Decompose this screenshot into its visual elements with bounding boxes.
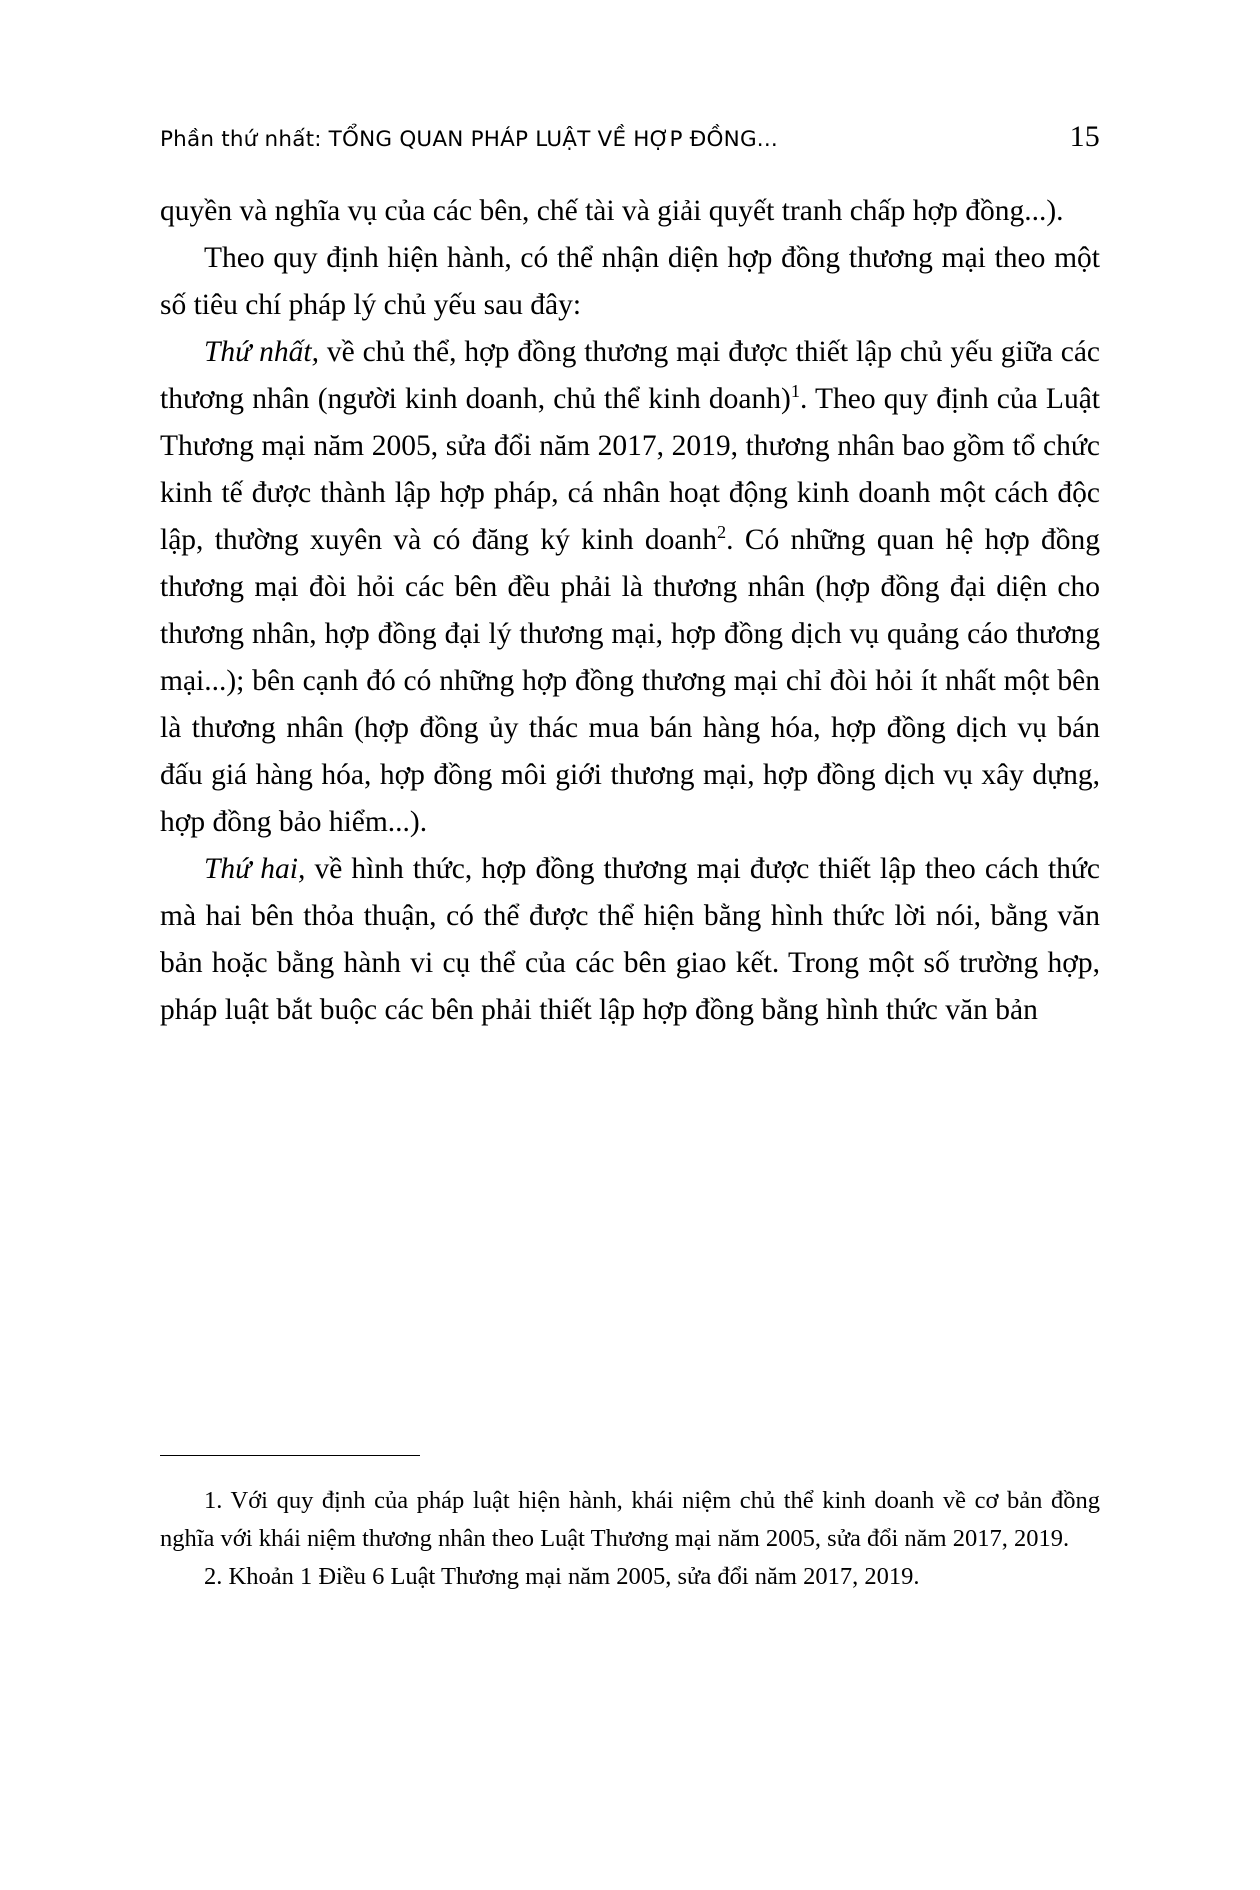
paragraph-3 (160, 329, 1100, 846)
running-head-title: Phần thứ nhất: TỔNG QUAN PHÁP LUẬT VỀ HỢP ĐỒNG... (160, 127, 778, 152)
paragraph-3-part-b: . Theo quy định của Luật Thương mại năm 2005, sửa đổi năm 2017, 2019, thương nhân bao gồm tổ chức kinh tế được thành lập hợp pháp, cá nhân hoạt động kinh doanh một cách độc lập, thường xuyên và có đăng ký kinh doanh (160, 383, 1100, 556)
paragraph-4-part-a: về hình thức, hợp đồng thương mại được thiết lập theo cách thức mà hai bên thỏa thuận, có thể được thể hiện bằng hình thức lời nói, bằng văn bản hoặc bằng hành vi cụ thể của các bên giao kết. Trong một số trường hợp, pháp luật bắt buộc các bên phải thiết lập hợp đồng bằng hình thức văn bản (160, 853, 1100, 1026)
paragraph-3-part-c: . Có những quan hệ hợp đồng thương mại đòi hỏi các bên đều phải là thương nhân (hợp đồng đại diện cho thương nhân, hợp đồng đại lý thương mại, hợp đồng dịch vụ quảng cáo thương mại...); bên cạnh đó có những hợp đồng thương mại chỉ đòi hỏi ít nhất một bên là thương nhân (hợp đồng ủy thác mua bán hàng hóa, hợp đồng dịch vụ bán đấu giá hàng hóa, hợp đồng môi giới thương mại, hợp đồng dịch vụ xây dựng, hợp đồng bảo hiểm...). (160, 524, 1100, 838)
paragraph-3-part-a: về chủ thể, hợp đồng thương mại được thiết lập chủ yếu giữa các thương nhân (người kinh doanh, chủ thể kinh doanh) (160, 336, 1100, 415)
footnote-ref-2: 2 (717, 522, 727, 543)
paragraph-1: quyền và nghĩa vụ của các bên, chế tài và giải quyết tranh chấp hợp đồng...). (160, 195, 1064, 227)
paragraph-4-lead: Thứ hai, (204, 853, 306, 885)
footnote-separator (160, 1455, 420, 1456)
footnote-1: 1. Với quy định của pháp luật hiện hành, khái niệm chủ thể kinh doanh về cơ bản đồng nghĩa với khái niệm thương nhân theo Luật Thương mại năm 2005, sửa đổi năm 2017, 2019. (160, 1487, 1100, 1552)
paragraph-2: Theo quy định hiện hành, có thể nhận diện hợp đồng thương mại theo một số tiêu chí pháp lý chủ yếu sau đây: (160, 242, 1100, 321)
page-content (160, 120, 1100, 1034)
running-head (160, 120, 1100, 154)
footnote-ref-1: 1 (790, 381, 800, 402)
paragraph-4 (160, 846, 1100, 1034)
footnote-list (160, 1482, 1100, 1596)
page-number: 15 (1069, 120, 1100, 153)
footnote-area (160, 1455, 1100, 1596)
footnote-2: 2. Khoản 1 Điều 6 Luật Thương mại năm 2005, sửa đổi năm 2017, 2019. (204, 1563, 920, 1590)
paragraph-3-lead: Thứ nhất, (204, 336, 319, 368)
body-text (160, 188, 1100, 1034)
